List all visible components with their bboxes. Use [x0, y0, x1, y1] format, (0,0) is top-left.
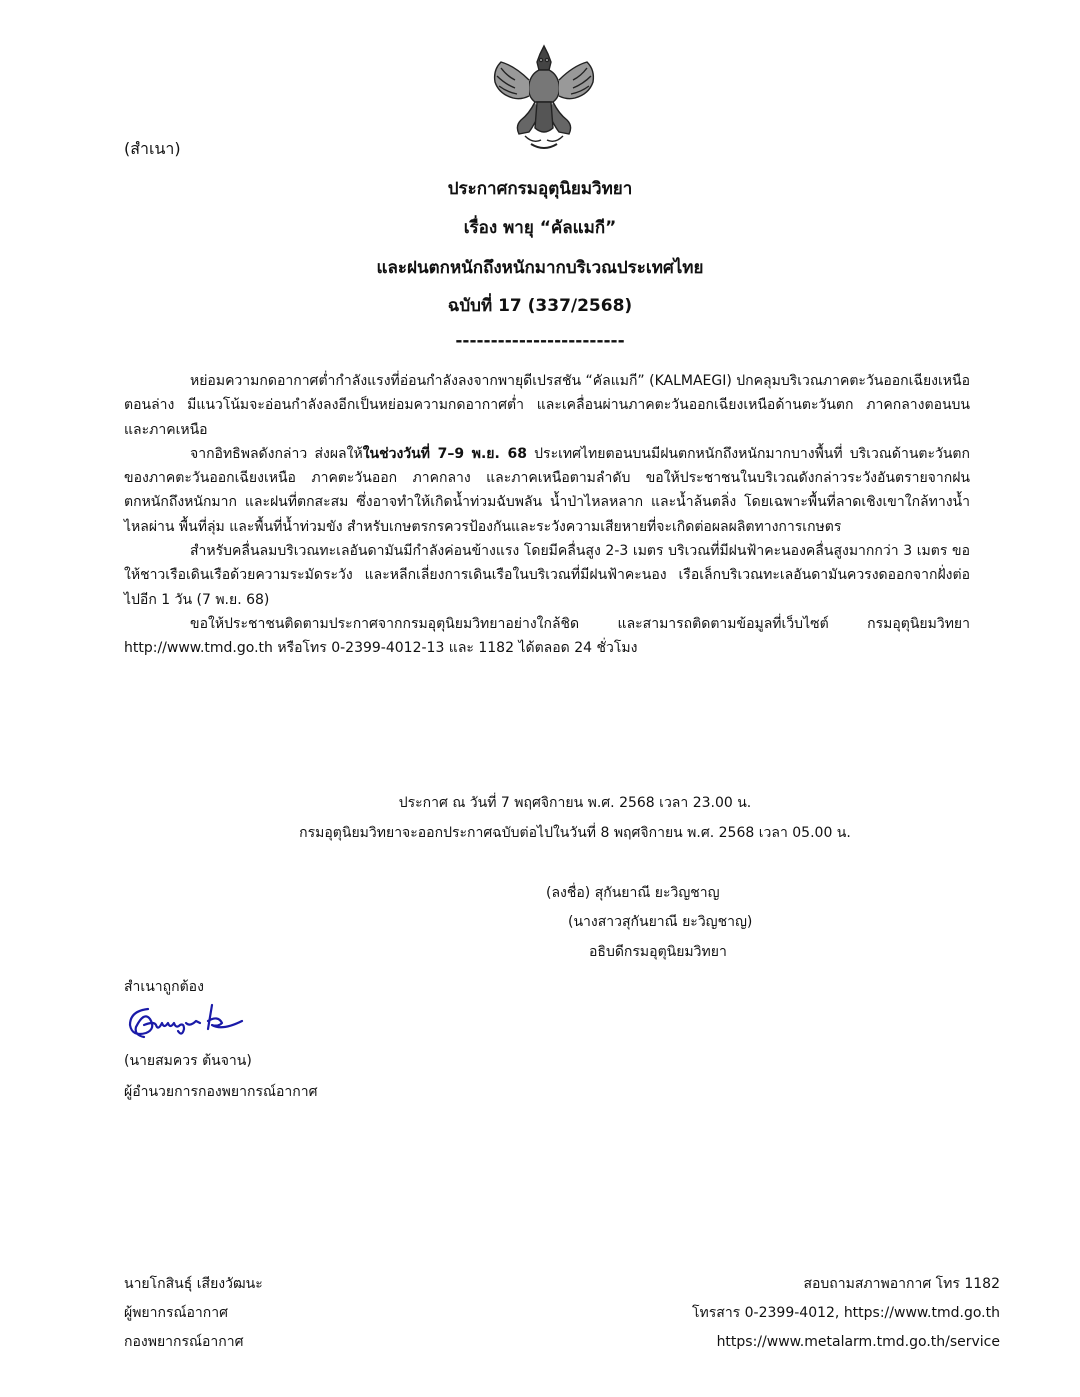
certifier-title: ผู้อำนวยการกองพยากรณ์อากาศ	[124, 1084, 318, 1100]
fax-and-website[interactable]: โทรสาร 0-2399-4012, https://www.tmd.go.th	[692, 1305, 1000, 1321]
metalarm-service-link[interactable]: https://www.metalarm.tmd.go.th/service	[716, 1334, 1000, 1350]
weather-hotline: สอบถามสภาพอากาศ โทร 1182	[803, 1276, 1000, 1292]
paragraph-1: หย่อมความกดอากาศต่ำกำลังแรงที่อ่อนกำลังลงจากพายุดีเปรสชัน “คัลแมกี” (KALMAEGI) ปกคลุมบริเวณภาคตะวันออกเฉียงเหนือตอนล่าง มีแนวโน้มจะอ่อนกำลังลงอีกเป็นหย่อมความกดอากาศต่ำ และเคลื่อนผ่านภาคตะวันออกเฉียงเหนือด้านตะวันตก ภาคกลางตอนบน และภาคเหนือ	[124, 373, 971, 438]
issued-date: ประกาศ ณ วันที่ 7 พฤศจิกายน พ.ศ. 2568 เวลา 23.00 น.	[398, 795, 752, 811]
announcement-title: ประกาศกรมอุตุนิยมวิทยา	[447, 179, 633, 199]
announcement-subject: เรื่อง พายุ “คัลแมกี”	[463, 218, 617, 238]
paragraph-2-intro: จากอิทธิพลดังกล่าว ส่งผลให้	[190, 445, 363, 462]
signatory-name: (นางสาวสุกันยาณี ยะวิญชาญ)	[568, 914, 753, 930]
footer-forecaster	[124, 1270, 263, 1357]
paragraph-2-details: ประเทศไทยตอนบนมีฝนตกหนักถึงหนักมากบางพื้นที่ บริเวณด้านตะวันตกของภาคตะวันออกเฉียงเหนือ ภาคตะวันออก ภาคกลาง และภาคเหนือตามลำดับ ขอให้ประชาชนในบริเวณดังกล่าวระวังอันตรายจากฝนตกหนักถึงหนักมาก และฝนที่ตกสะสม ซึ่งอาจทำให้เกิดน้ำท่วมฉับพลัน น้ำป่าไหลหลาก และน้ำล้นตลิ่ง โดยเฉพาะพื้นที่ลาดเชิงเขาใกล้ทางน้ำไหลผ่าน พื้นที่ลุ่ม และพื้นที่น้ำท่วมขัง สำหรับเกษตรกรควรป้องกันและระวังความเสียหายที่จะเกิดต่อผลผลิตทางการเกษตร	[124, 445, 970, 535]
announcement-body	[124, 369, 970, 661]
footer-contact	[692, 1270, 1000, 1357]
announcement-subject-continued: และฝนตกหนักถึงหนักมากบริเวณประเทศไทย	[376, 258, 704, 278]
forecaster-name: นายโกสินธุ์ เสียงวัฒนะ	[124, 1276, 263, 1292]
paragraph-4: ขอให้ประชาชนติดตามประกาศจากกรมอุตุนิยมวิทยาอย่างใกล้ชิด และสามารถติดตามข้อมูลที่เว็บไซต์ กรมอุตุนิยมวิทยา http://www.tmd.go.th หรือโทร 0-2399-4012-13 และ 1182 ได้ตลอด 24 ชั่วโมง	[124, 615, 970, 657]
paragraph-2-date-range: ในช่วงวันที่ 7–9 พ.ย. 68	[362, 445, 527, 462]
paragraph-2	[124, 442, 970, 539]
forecaster-division: กองพยากรณ์อากาศ	[124, 1334, 244, 1350]
heading-separator: ------------------------	[455, 331, 625, 351]
certifier-name: (นายสมควร ต้นจาน)	[124, 1053, 252, 1069]
garuda-emblem-icon	[485, 40, 603, 156]
certified-copy-label: สำเนาถูกต้อง	[124, 979, 204, 995]
announcement-issue-number: ฉบับที่ 17 (337/2568)	[447, 296, 633, 316]
forecaster-role: ผู้พยากรณ์อากาศ	[124, 1305, 228, 1321]
signatory-signed: (ลงชื่อ) สุกันยาณี ยะวิญชาญ	[546, 885, 720, 901]
copy-label: (สำเนา)	[124, 139, 181, 158]
next-issue-notice: กรมอุตุนิยมวิทยาจะออกประกาศฉบับต่อไปในวันที่ 8 พฤศจิกายน พ.ศ. 2568 เวลา 05.00 น.	[299, 825, 851, 841]
signatory-position: อธิบดีกรมอุตุนิยมวิทยา	[589, 944, 727, 960]
handwritten-signature-icon	[126, 1001, 246, 1041]
paragraph-3: สำหรับคลื่นลมบริเวณทะเลอันดามันมีกำลังค่อนข้างแรง โดยมีคลื่นสูง 2-3 เมตร บริเวณที่มีฝนฟ้าคะนองคลื่นสูงมากกว่า 3 เมตร ขอให้ชาวเรือเดินเรือด้วยความระมัดระวัง และหลีกเลี่ยงการเดินเรือในบริเวณที่มีฝนฟ้าคะนอง เรือเล็กบริเวณทะเลอันดามันควรงดออกจากฝั่งต่อไปอีก 1 วัน (7 พ.ย. 68)	[124, 543, 970, 608]
